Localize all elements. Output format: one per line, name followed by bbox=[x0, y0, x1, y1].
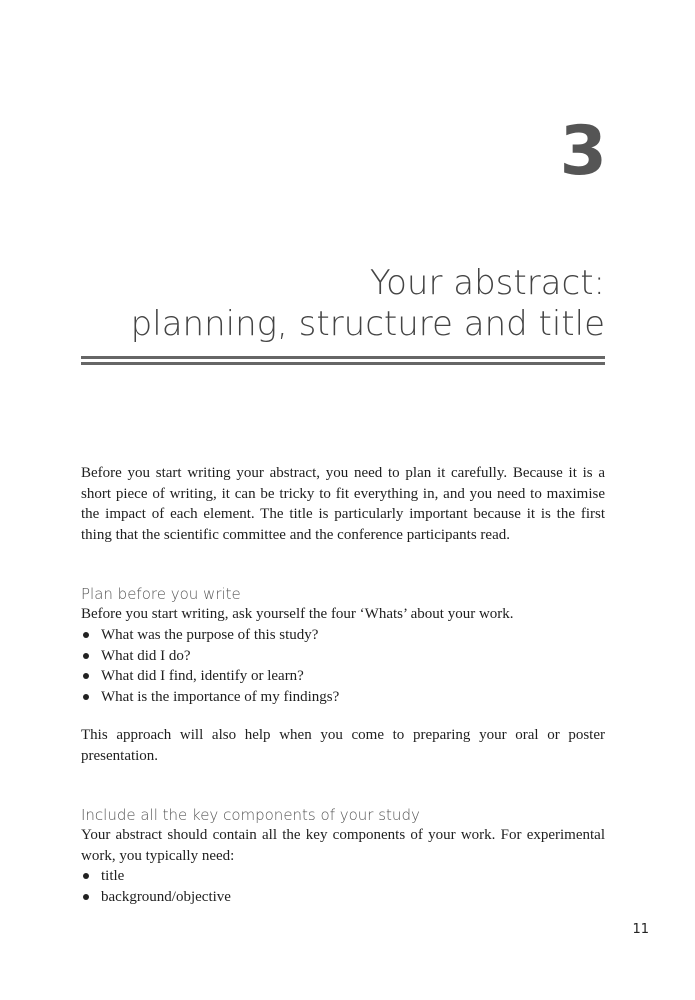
title-double-rule bbox=[81, 356, 605, 365]
page-number: 11 bbox=[632, 922, 649, 937]
list-item: background/objective bbox=[81, 887, 605, 908]
bullet-icon bbox=[83, 653, 89, 659]
whats-list bbox=[81, 625, 605, 707]
chapter-title bbox=[131, 263, 605, 345]
bullet-icon bbox=[83, 632, 89, 638]
chapter-number: 3 bbox=[559, 112, 605, 191]
components-list bbox=[81, 866, 605, 907]
section-heading-plan: Plan before you write bbox=[81, 585, 241, 603]
intro-paragraph: Before you start writing your abstract, you need to plan it carefully. Because it is a short piece of writing, it can be tricky to fit everything in, and you need to maximise the impact of each element. The title is particularly important because it is the first thing that the scientific committee and the conference participants read. bbox=[81, 465, 605, 543]
bullet-icon bbox=[83, 873, 89, 879]
list-item: title bbox=[81, 866, 605, 887]
list-item: What was the purpose of this study? bbox=[81, 625, 605, 646]
section-heading-components: Include all the key components of your study bbox=[81, 806, 420, 824]
section-plan-lead: Before you start writing, ask yourself the four ‘Whats’ about your work. bbox=[81, 606, 514, 622]
chapter-title-line-1: Your abstract: bbox=[369, 263, 605, 303]
section-plan-closing: This approach will also help when you come to preparing your oral or poster presentation. bbox=[81, 727, 605, 764]
list-item: What did I do? bbox=[81, 646, 605, 667]
list-item: What did I find, identify or learn? bbox=[81, 666, 605, 687]
chapter-title-line-2: planning, structure and title bbox=[130, 304, 605, 344]
bullet-icon bbox=[83, 894, 89, 900]
bullet-icon bbox=[83, 694, 89, 700]
bullet-icon bbox=[83, 673, 89, 679]
list-item: What is the importance of my findings? bbox=[81, 687, 605, 708]
section-components-lead: Your abstract should contain all the key components of your work. For experimental work, you typically need: bbox=[81, 827, 605, 864]
